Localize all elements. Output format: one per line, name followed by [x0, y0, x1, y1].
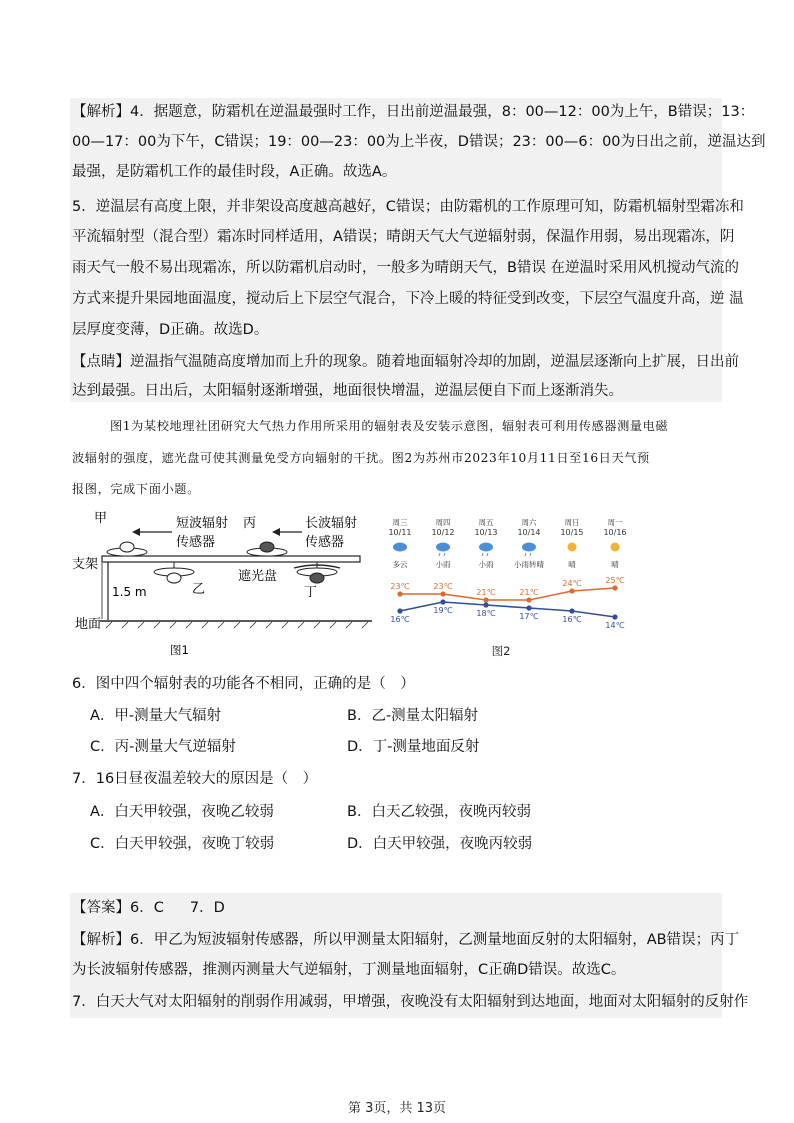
low-temp-point	[397, 608, 402, 613]
low-temp-point	[483, 602, 488, 607]
low-temp-label: 17℃	[519, 612, 539, 621]
label-short-wave: 短波辐射	[176, 516, 229, 531]
question-7-stem: 7．16日昼夜温差较大的原因是（ ）	[72, 771, 318, 787]
forecast-weekday: 周四	[435, 518, 451, 527]
label-shade-disk: 遮光盘	[238, 569, 278, 584]
high-temp-label: 21℃	[476, 588, 496, 597]
explanation-b-line: 为长波辐射传感器，推测丙测量大气逆辐射，丁测量地面辐射，C正确D错误。故选C。	[72, 962, 626, 978]
question-6-option-c[interactable]: C．丙-测量大气逆辐射	[90, 739, 236, 755]
forecast-date: 10/12	[431, 528, 455, 537]
explanation-b-line: 7．白天大气对太阳辐射的削弱作用减弱，甲增强，夜晚没有太阳辐射到达地面，地面对太阳辐射的反射作	[72, 994, 749, 1010]
forecast-date: 10/15	[560, 528, 584, 537]
rain-drop	[525, 553, 526, 556]
label-yi: 乙	[192, 582, 206, 597]
material-line: 报图，完成下面小题。	[72, 482, 200, 496]
long-wave-arrowhead	[272, 528, 280, 536]
label-short-sensor: 传感器	[176, 535, 216, 550]
high-temp-line	[400, 588, 615, 600]
low-temp-point	[440, 599, 445, 604]
question-7-option-c[interactable]: C．白天甲较强，夜晚丁较弱	[90, 836, 275, 852]
question-7-option-b[interactable]: B．白天乙较强，夜晚丙较弱	[347, 804, 531, 820]
forecast-weather: 小雨转晴	[514, 560, 544, 569]
question-6-option-a[interactable]: A．甲-测量大气辐射	[90, 708, 222, 724]
explanation-b-line: 【解析】6．甲乙为短波辐射传感器，所以甲测量太阳辐射，乙测量地面反射的太阳辐射，AB错误；丙丁	[72, 932, 740, 948]
explanation-a-line: 最强，是防霜机工作的最佳时段，A正确。故选A。	[72, 164, 397, 180]
explanation-a-line: 平流辐射型（混合型）霜冻时同样适用，A错误；晴朗天气大气逆辐射弱，保温作用弱，易出现霜冻，阴	[72, 229, 735, 245]
high-temp-label: 21℃	[519, 588, 539, 597]
rain-icon	[522, 543, 536, 552]
explanation-a-line: 雨天气一般不易出现霜冻，所以防霜机启动时，一般多为晴朗天气，B错误 在逆温时采用风机搅动气流的	[72, 260, 740, 276]
low-temp-point	[612, 614, 617, 619]
forecast-weather: 小雨	[478, 560, 494, 569]
question-6-option-d[interactable]: D．丁-测量地面反射	[347, 739, 480, 755]
low-temp-label: 16℃	[390, 615, 410, 624]
label-ding: 丁	[304, 585, 318, 600]
high-temp-point	[397, 591, 402, 596]
answer-line	[72, 898, 225, 918]
rain-drop	[530, 553, 531, 556]
question-6-option-b[interactable]: B．乙-测量太阳辐射	[347, 708, 479, 724]
figure-2-forecast	[384, 515, 634, 660]
forecast-date: 10/13	[474, 528, 498, 537]
explanation-a-line: 00—17：00为下午，C错误；19：00—23：00为上半夜，D错误；23：00—6：00为日出之前，逆温达到	[72, 134, 766, 150]
rain-drop	[482, 553, 483, 556]
sun-icon	[568, 543, 577, 552]
rain-drop	[487, 553, 488, 556]
ground-hatching	[106, 622, 368, 628]
forecast-weekday: 周三	[392, 518, 408, 527]
high-temp-point	[440, 591, 445, 596]
material-line: 图1为某校地理社团研究大气热力作用所采用的辐射表及安装示意图，辐射表可利用传感器测量电磁	[110, 419, 669, 433]
label-height: 1.5 m	[112, 585, 147, 599]
low-temp-point	[569, 608, 574, 613]
forecast-weekday: 周五	[478, 518, 494, 527]
bracket-bar	[102, 556, 360, 562]
tip-line: 达到最强。日出后，太阳辐射逐渐增强，地面很快增温，逆温层便自下而上逐渐消失。	[72, 383, 623, 399]
question-7-option-d[interactable]: D．白天甲较强，夜晚丙较弱	[347, 836, 533, 852]
label-bracket: 支架	[72, 557, 99, 572]
forecast-weekday: 周一	[607, 518, 623, 527]
sensor-bing-dome	[260, 542, 274, 552]
high-temp-label: 23℃	[390, 582, 410, 591]
answer-label: 【答案】	[72, 900, 130, 916]
forecast-weekday: 周六	[521, 518, 537, 527]
high-temp-point	[569, 588, 574, 593]
rain-icon	[436, 543, 450, 552]
high-temp-label: 24℃	[562, 579, 582, 588]
short-wave-arrowhead	[132, 528, 140, 536]
sensor-ding-dome	[310, 573, 324, 583]
high-temp-point	[483, 597, 488, 602]
answer-6: 6．C	[130, 900, 164, 916]
low-temp-label: 18℃	[476, 609, 496, 618]
low-temp-label: 16℃	[562, 615, 582, 624]
sun-icon	[611, 543, 620, 552]
low-temp-point	[526, 605, 531, 610]
high-temp-point	[612, 585, 617, 590]
figure-1-caption: 图1	[170, 643, 189, 657]
tip-line: 【点睛】逆温指气温随高度增加而上升的现象。随着地面辐射冷却的加剧，逆温层逐渐向上扩展，日出前	[72, 354, 739, 370]
explanation-a-line: 层厚度变薄，D正确。故选D。	[72, 322, 269, 338]
forecast-date: 10/14	[517, 528, 541, 537]
figure-1-diagram	[72, 510, 378, 658]
high-temp-point	[526, 597, 531, 602]
rain-drop	[439, 553, 440, 556]
explanation-a-line: 方式来提升果园地面温度，搅动后上下层空气混合，下冷上暖的特征受到改变，下层空气温度升高，逆 温	[72, 291, 744, 307]
answer-7: 7．D	[189, 900, 225, 916]
forecast-weather: 晴	[568, 560, 576, 569]
label-jia: 甲	[94, 511, 108, 526]
explanation-a-line: 5．逆温层有高度上限，并非架设高度越高越好，C错误；由防霜机的工作原理可知，防霜机辐射型霜冻和	[72, 199, 744, 215]
low-temp-label: 19℃	[433, 606, 453, 615]
explanation-a-line: 【解析】4．据题意，防霜机在逆温最强时工作，日出前逆温最强，8：00—12：00为上午，B错误；13：	[72, 104, 755, 120]
label-bing: 丙	[243, 516, 257, 531]
high-temp-label: 25℃	[605, 576, 625, 585]
question-7-option-a[interactable]: A．白天甲较强，夜晚乙较弱	[90, 804, 274, 820]
question-6-stem: 6．图中四个辐射表的功能各不相同，正确的是（ ）	[72, 676, 415, 692]
sensor-yi-dome	[167, 573, 181, 583]
label-long-wave: 长波辐射	[305, 516, 358, 531]
page-footer: 第 3页，共 13页	[347, 1101, 447, 1116]
low-temp-line	[400, 602, 615, 617]
label-long-sensor: 传感器	[305, 535, 345, 550]
material-line: 波辐射的强度，遮光盘可使其测量免受方向辐射的干扰。图2为苏州市2023年10月11日至16日天气预	[72, 451, 650, 465]
cloud-icon	[393, 543, 407, 552]
rain-drop	[444, 553, 445, 556]
forecast-date: 10/11	[388, 528, 412, 537]
low-temp-label: 14℃	[605, 621, 625, 630]
high-temp-label: 23℃	[433, 582, 453, 591]
rain-icon	[479, 543, 493, 552]
forecast-weather: 晴	[611, 560, 619, 569]
forecast-weekday: 周日	[564, 518, 580, 527]
figure-2-caption: 图2	[491, 644, 511, 658]
forecast-weather: 多云	[392, 560, 408, 569]
forecast-weather: 小雨	[435, 560, 451, 569]
label-ground: 地面	[75, 617, 102, 632]
forecast-date: 10/16	[603, 528, 627, 537]
sensor-jia-dome	[120, 542, 134, 552]
